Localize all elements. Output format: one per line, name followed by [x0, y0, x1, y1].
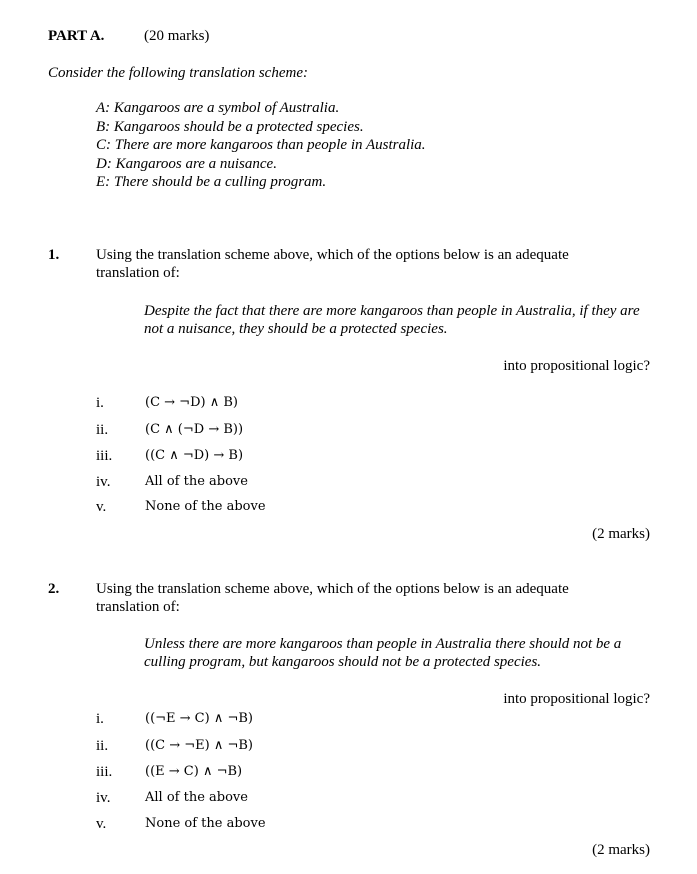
option-text: ((E → C) ∧ ¬B)	[145, 764, 243, 779]
option-number: ii.	[96, 422, 109, 438]
option-text: (C → ¬D) ∧ B)	[145, 395, 238, 410]
scheme-item-c: C: There are more kangaroos than people in Australia.	[96, 137, 426, 153]
scheme-item-e: E: There should be a culling program.	[96, 174, 327, 190]
option-text: (C ∧ (¬D → B))	[145, 422, 244, 437]
option-number: iii.	[96, 448, 113, 464]
option-text: None of the above	[145, 816, 266, 831]
part-title: PART A.	[48, 28, 105, 44]
option-number: v.	[96, 816, 107, 832]
option-number: i.	[96, 395, 104, 411]
option-number: iv.	[96, 474, 111, 490]
question-quote: Unless there are more kangaroos than people in Australia there should not be a culling program, but kangaroos should not be a protected species.	[144, 636, 622, 670]
question-marks: (2 marks)	[592, 842, 650, 858]
scheme-item-a: A: Kangaroos are a symbol of Australia.	[96, 100, 340, 116]
option-text: All of the above	[145, 474, 248, 489]
option-number: iii.	[96, 764, 113, 780]
option-text: ((C ∧ ¬D) → B)	[145, 448, 244, 463]
scheme-item-d: D: Kangaroos are a nuisance.	[96, 156, 277, 172]
question-suffix: into propositional logic?	[503, 691, 650, 707]
part-marks: (20 marks)	[144, 28, 210, 44]
scheme-item-b: B: Kangaroos should be a protected species.	[96, 119, 364, 135]
option-number: v.	[96, 499, 107, 515]
option-text: ((¬E → C) ∧ ¬B)	[145, 711, 253, 726]
option-number: i.	[96, 711, 104, 727]
question-prompt: Using the translation scheme above, which of the options below is an adequate translation of:	[96, 247, 569, 281]
question-marks: (2 marks)	[592, 526, 650, 542]
option-number: ii.	[96, 738, 109, 754]
intro-text: Consider the following translation scheme:	[48, 65, 308, 81]
question-suffix: into propositional logic?	[503, 358, 650, 374]
question-number: 1.	[48, 247, 60, 263]
question-number: 2.	[48, 581, 60, 597]
question-quote: Despite the fact that there are more kangaroos than people in Australia, if they are not a nuisance, they should be a protected species.	[144, 303, 640, 337]
option-text: None of the above	[145, 499, 266, 514]
option-text: All of the above	[145, 790, 248, 805]
option-text: ((C → ¬E) ∧ ¬B)	[145, 738, 253, 753]
question-prompt: Using the translation scheme above, which of the options below is an adequate translation of:	[96, 581, 569, 615]
option-number: iv.	[96, 790, 111, 806]
